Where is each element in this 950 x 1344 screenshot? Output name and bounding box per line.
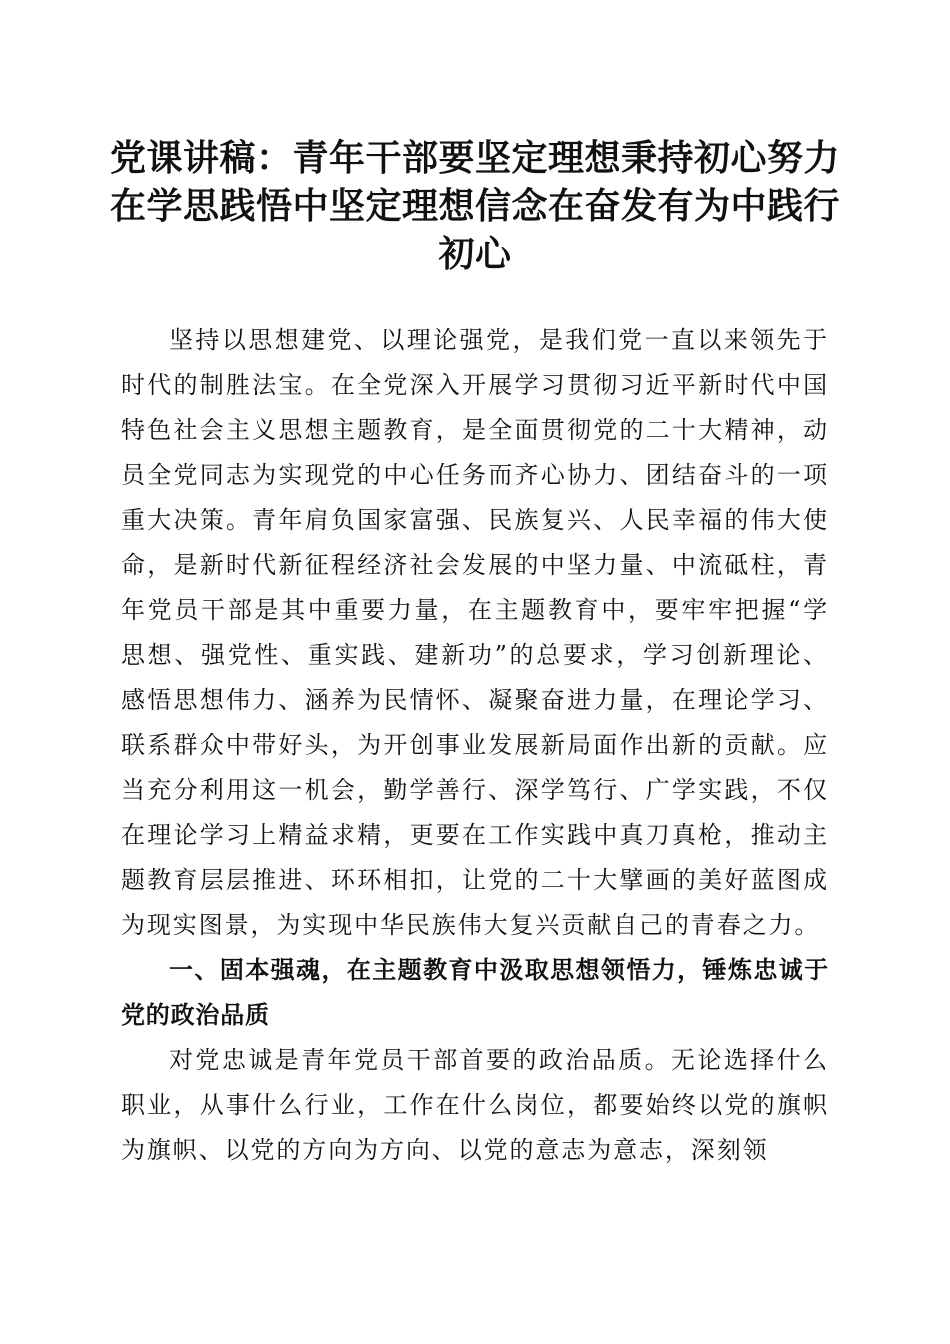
section-heading-1: 一、固本强魂，在主题教育中汲取思想领悟力，锤炼忠诚于党的政治品质 [121, 956, 829, 1029]
title-line-3: 初心 [438, 233, 512, 275]
document-body [121, 318, 829, 1173]
document-title [110, 134, 840, 278]
title-line-2: 在学思践悟中坚定理想信念在奋发有为中践行 [110, 185, 841, 227]
title-line-1: 党课讲稿：青年干部要坚定理想秉持初心努力 [110, 137, 841, 179]
section-1-paragraph: 对党忠诚是青年党员干部首要的政治品质。无论选择什么职业，从事什么行业，工作在什么岗位，都要始终以党的旗帜为旗帜、以党的方向为方向、以党的意志为意志，深刻领 [121, 1046, 829, 1164]
intro-paragraph: 坚持以思想建党、以理论强党，是我们党一直以来领先于时代的制胜法宝。在全党深入开展学习贯彻习近平新时代中国特色社会主义思想主题教育，是全面贯彻党的二十大精神，动员全党同志为实现党的中心任务而齐心协力、团结奋斗的一项重大决策。青年肩负国家富强、民族复兴、人民幸福的伟大使命，是新时代新征程经济社会发展的中坚力量、中流砥柱，青年党员干部是其中重要力量，在主题教育中，要牢牢把握“学思想、强党性、重实践、建新功”的总要求，学习创新理论、感悟思想伟力、涵养为民情怀、凝聚奋进力量，在理论学习、联系群众中带好头，为开创事业发展新局面作出新的贡献。应当充分利用这一机会，勤学善行、深学笃行、广学实践，不仅在理论学习上精益求精，更要在工作实践中真刀真枪，推动主题教育层层推进、环环相扣，让党的二十大擘画的美好蓝图成为现实图景，为实现中华民族伟大复兴贡献自己的青春之力。 [121, 326, 829, 939]
